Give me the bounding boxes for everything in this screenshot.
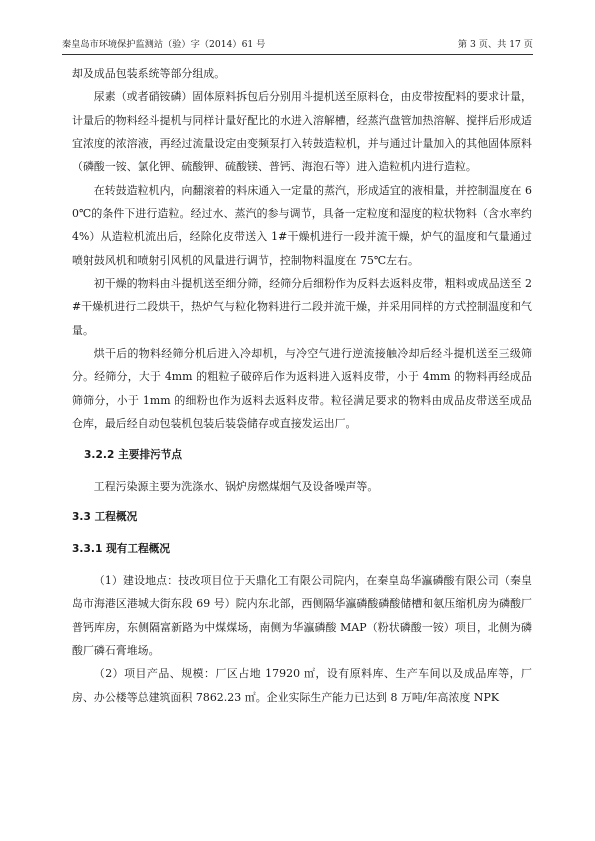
heading-3-2-2: 3.2.2 主要排污节点 (84, 448, 183, 461)
paragraph-products-scale: （2）项目产品、规模：厂区占地 17920 ㎡，设有原料库、生产车间以及成品库等，厂房、办公楼等总建筑面积 7862.23 ㎡。企业实际生产能力已达到 8 万吨/年高浓度 NPK (72, 667, 532, 704)
paragraph-screening: 烘干后的物料经筛分机后进入冷却机，与冷空气进行逆流接触冷却后经斗提机送至三级筛分。经筛分，大于 4mm 的粗粒子破碎后作为返料进入返料皮带，小于 4mm 的物料再经成品筛筛分，小于 1mm 的细粉也作为返料去返料皮带。粒径满足要求的物料由成品皮带送至成品仓库，最后经自动包装机包装后装袋储存或直接发运出厂。 (72, 347, 532, 431)
paragraph-pollution-sources: 工程污染源主要为洗涤水、锅炉房燃煤烟气及设备噪声等。 (93, 479, 379, 493)
paragraph-drying: 初干燥的物料由斗提机送至细分筛，经筛分后细粉作为反料去返料皮带，粗料或成品送至 2#干燥机进行二段烘干，热炉气与粒化物料进行二段并流干燥，并采用同样的方式控制温度和气量。 (72, 277, 532, 337)
paragraph-raw-material: 尿素（或者硝铵磷）固体原料拆包后分别用斗提机送至原料仓，由皮带按配料的要求计量，计量后的物料经斗提机与同样计量好配比的水进入溶解槽，经蒸汽盘管加热溶解、搅拌后形成适宜浓度的浓溶液，再经过流量设定由变频泵打入转鼓造粒机，并与通过计量加入的其他固体原料（磷酸一铵、氯化钾、硫酸钾、硫酸镁、普钙、海泡石等）进入造粒机内进行造粒。 (72, 90, 532, 174)
paragraph-location: （1）建设地点：技改项目位于天鼎化工有限公司院内，在秦皇岛华瀛磷酸有限公司（秦皇岛市海港区港城大街东段 69 号）院内东北部，西侧隔华瀛磷酸磷酸储槽和氨压缩机房为磷酸厂普钙库房，东侧隔富新路为中煤煤场，南侧为华瀛磷酸 MAP（粉状磷酸一铵）项目，北侧为磷酸厂磷石膏堆场。 (72, 573, 532, 657)
heading-3-3-1: 3.3.1 现有工程概况 (72, 542, 171, 555)
header-rule (62, 54, 533, 55)
page-body (72, 62, 532, 709)
paragraph-granulation: 在转鼓造粒机内，向翻滚着的料床通入一定量的蒸汽，形成适宜的液相量，并控制温度在 60℃的条件下进行造粒。经过水、蒸汽的参与调节，具备一定粒度和湿度的粒状物料（含水率约 4%）从造粒机流出后，经除化皮带送入 1#干燥机进行一段并流干燥，炉气的温度和气量通过喷射鼓风机和喷射引风机的风量进行调节，控制物料温度在 75℃左右。 (72, 183, 532, 267)
heading-3-3: 3.3 工程概况 (72, 511, 138, 524)
report-number: 秦皇岛市环境保护监测站（验）字（2014）61 号 (62, 39, 266, 50)
paragraph-continuation: 却及成品包装系统等部分组成。 (72, 67, 226, 80)
page-number: 第 3 页、共 17 页 (457, 39, 533, 50)
